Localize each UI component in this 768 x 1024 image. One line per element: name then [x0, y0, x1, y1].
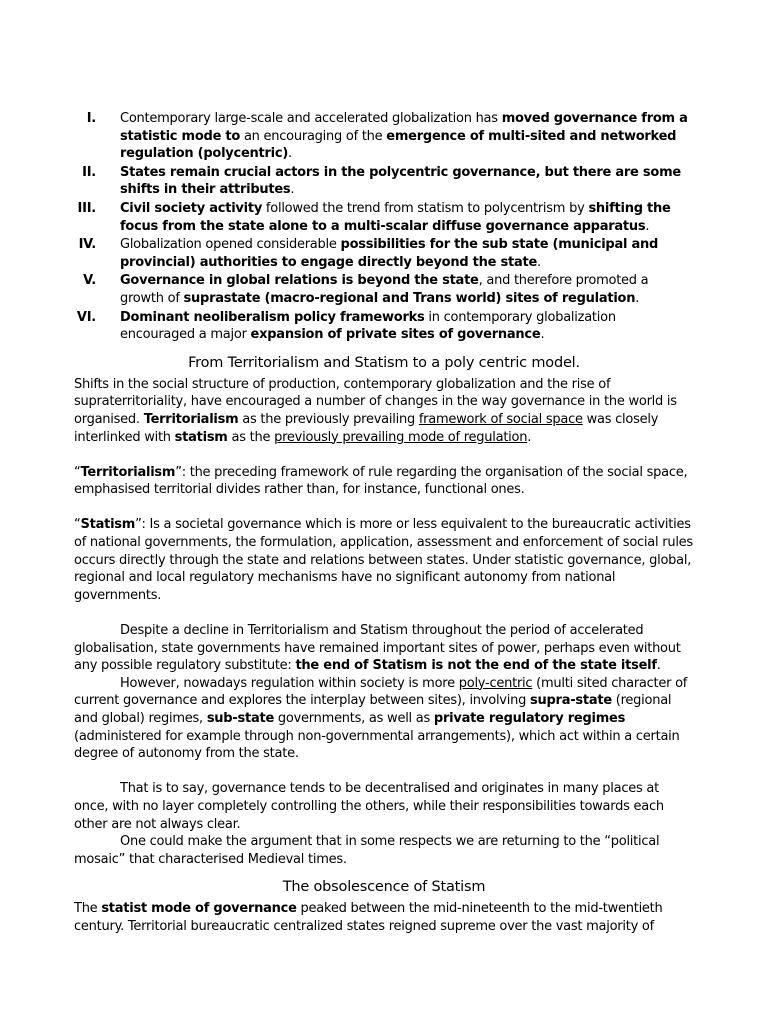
para-shifts — [74, 376, 694, 446]
text-run: “ — [74, 517, 81, 533]
para-decline — [74, 622, 694, 675]
key-point-item — [74, 236, 694, 271]
para-territorialism-def — [74, 464, 694, 499]
roman-numeral: VI. — [76, 309, 96, 325]
key-point-text — [120, 201, 671, 234]
para-mosaic — [74, 833, 694, 868]
bold-text-run: Statism — [80, 517, 136, 533]
bold-text-run: the end of Statism is not the end of the state itself — [295, 658, 657, 674]
bold-text-run: shifting the focus from the state alone to a multi-scalar diffuse governance apparatus — [120, 200, 671, 234]
text-run: . — [290, 182, 295, 198]
text-run: ”: the preceding framework of rule regarding the organisation of the social space, emphasised territorial divides rather than, for instance, functional ones. — [74, 464, 688, 498]
para-polycentric — [74, 675, 694, 763]
section-obsolescence-body — [74, 900, 694, 935]
para-statist-mode — [74, 900, 694, 935]
roman-numeral: II. — [82, 164, 96, 180]
underlined-text-run: framework of social space — [418, 411, 583, 427]
text-run: . — [288, 146, 292, 162]
bold-text-run: moved governance from a statistic mode to — [120, 111, 688, 144]
bold-text-run: possibilities for the sub state (municipal and provincial) authorities to engage directly beyond the state — [120, 237, 659, 270]
bold-text-run: emergence of multi-sited and networked regulation (polycentric) — [120, 128, 677, 162]
underlined-text-run: poly-centric — [458, 675, 533, 691]
bold-text-run: Dominant neoliberalism policy frameworks — [120, 309, 425, 325]
paragraph-spacer — [74, 446, 694, 464]
key-point-item — [74, 200, 694, 235]
key-point-item — [74, 309, 694, 344]
text-run: an encouraging of the — [240, 128, 387, 144]
text-run: The — [74, 901, 102, 917]
paragraph-spacer — [74, 763, 694, 781]
text-run: peaked between the mid-nineteenth to the mid-twentieth century. Territorial bureaucratic centralized states reigned supreme over the vast majority of — [74, 901, 663, 934]
key-point-item — [74, 272, 694, 307]
text-run: (multi sited character of current governance and explores the interplay between sites), involving — [74, 675, 688, 709]
key-point-text — [120, 237, 658, 270]
key-point-item — [74, 164, 694, 199]
key-point-text — [120, 165, 681, 198]
text-run: . — [527, 429, 532, 445]
text-run: . — [645, 218, 650, 234]
key-point-text — [120, 273, 648, 306]
section-heading-obsolescence: The obsolescence of Statism — [282, 879, 486, 896]
text-run: Despite a decline in Territorialism and Statism throughout the period of accelerated globalisation, state governments have remained important sites of power, perhaps even without any possible regulatory substitute: — [74, 623, 681, 674]
text-run: in contemporary globalization encouraged a major — [120, 309, 616, 343]
para-statism-def — [74, 516, 694, 604]
bold-text-run: Territorialism — [143, 411, 239, 427]
roman-numeral: IV. — [78, 237, 96, 253]
text-run: (administered for example through non-governmental arrangements), which act within a certain degree of autonomy from the state. — [74, 728, 680, 762]
underlined-text-run: previously prevailing mode of regulation — [274, 429, 528, 445]
key-point-text — [120, 310, 616, 343]
text-run: However, nowadays regulation within society is more — [120, 675, 459, 691]
key-point-item — [74, 110, 694, 163]
bold-text-run: Governance in global relations is beyond the state — [120, 273, 479, 289]
text-run: as the previously prevailing — [238, 411, 419, 427]
section-territorialism-body — [74, 376, 694, 869]
text-run: “ — [74, 464, 81, 480]
bold-text-run: States remain crucial actors in the polycentric governance, but there are some shifts in their attributes — [120, 164, 681, 198]
text-run: governments, as well as — [274, 711, 434, 726]
text-run: . — [635, 290, 640, 306]
text-run: followed the trend from statism to polycentrism by — [262, 200, 589, 216]
text-run: Shifts in the social structure of production, contemporary globalization and the rise of supraterritoriality, have encouraged a number of changes in the way governance in the world is organised. — [74, 376, 677, 427]
key-point-text — [120, 111, 688, 161]
bold-text-run: expansion of private sites of governance — [250, 327, 541, 343]
text-run: One could make the argument that in some respects we are returning to the “political mosaic” that characterised Medieval times. — [74, 834, 660, 867]
text-run: . — [537, 254, 541, 270]
key-points-list — [74, 110, 694, 344]
bold-text-run: statism — [174, 429, 228, 445]
text-run: (regional and global) regimes, — [74, 693, 672, 726]
roman-numeral: V. — [83, 273, 96, 289]
bold-text-run: supra-state — [530, 693, 612, 709]
text-run: That is to say, governance tends to be decentralised and originates in many places at once, with no layer completely controlling the others, while their responsibilities towards each other are not always clear. — [74, 781, 664, 832]
text-run: . — [656, 658, 661, 674]
bold-text-run: private regulatory regimes — [433, 711, 626, 726]
text-run: . — [540, 327, 545, 343]
bold-text-run: Territorialism — [80, 464, 176, 480]
bold-text-run: suprastate (macro-regional and Trans world) sites of regulation — [183, 290, 636, 306]
paragraph-spacer — [74, 604, 694, 622]
document-body — [74, 110, 694, 936]
bold-text-run: sub-state — [206, 711, 275, 726]
roman-numeral: I. — [86, 111, 96, 126]
paragraph-spacer — [74, 499, 694, 517]
text-run: Globalization opened considerable — [120, 237, 341, 253]
text-run: ”: Is a societal governance which is more or less equivalent to the bureaucratic activities of national governments, the formulation, application, assessment and enforcement of social rules occurs directly through the state and relations between states. Under statistic governance, global, regional and local regulatory mechanisms have no significant autonomy from national governments. — [74, 517, 693, 603]
section-heading-territorialism: From Territorialism and Statism to a poly centric model. — [188, 354, 580, 371]
para-decentralised — [74, 780, 694, 833]
text-run: , and therefore promoted a growth of — [120, 273, 649, 306]
bold-text-run: statist mode of governance — [101, 901, 297, 917]
text-run: Contemporary large-scale and accelerated globalization has — [120, 111, 502, 126]
text-run: was closely interlinked with — [74, 411, 659, 445]
bold-text-run: Civil society activity — [120, 200, 263, 216]
roman-numeral: III. — [77, 200, 96, 216]
text-run: as the — [227, 429, 275, 445]
